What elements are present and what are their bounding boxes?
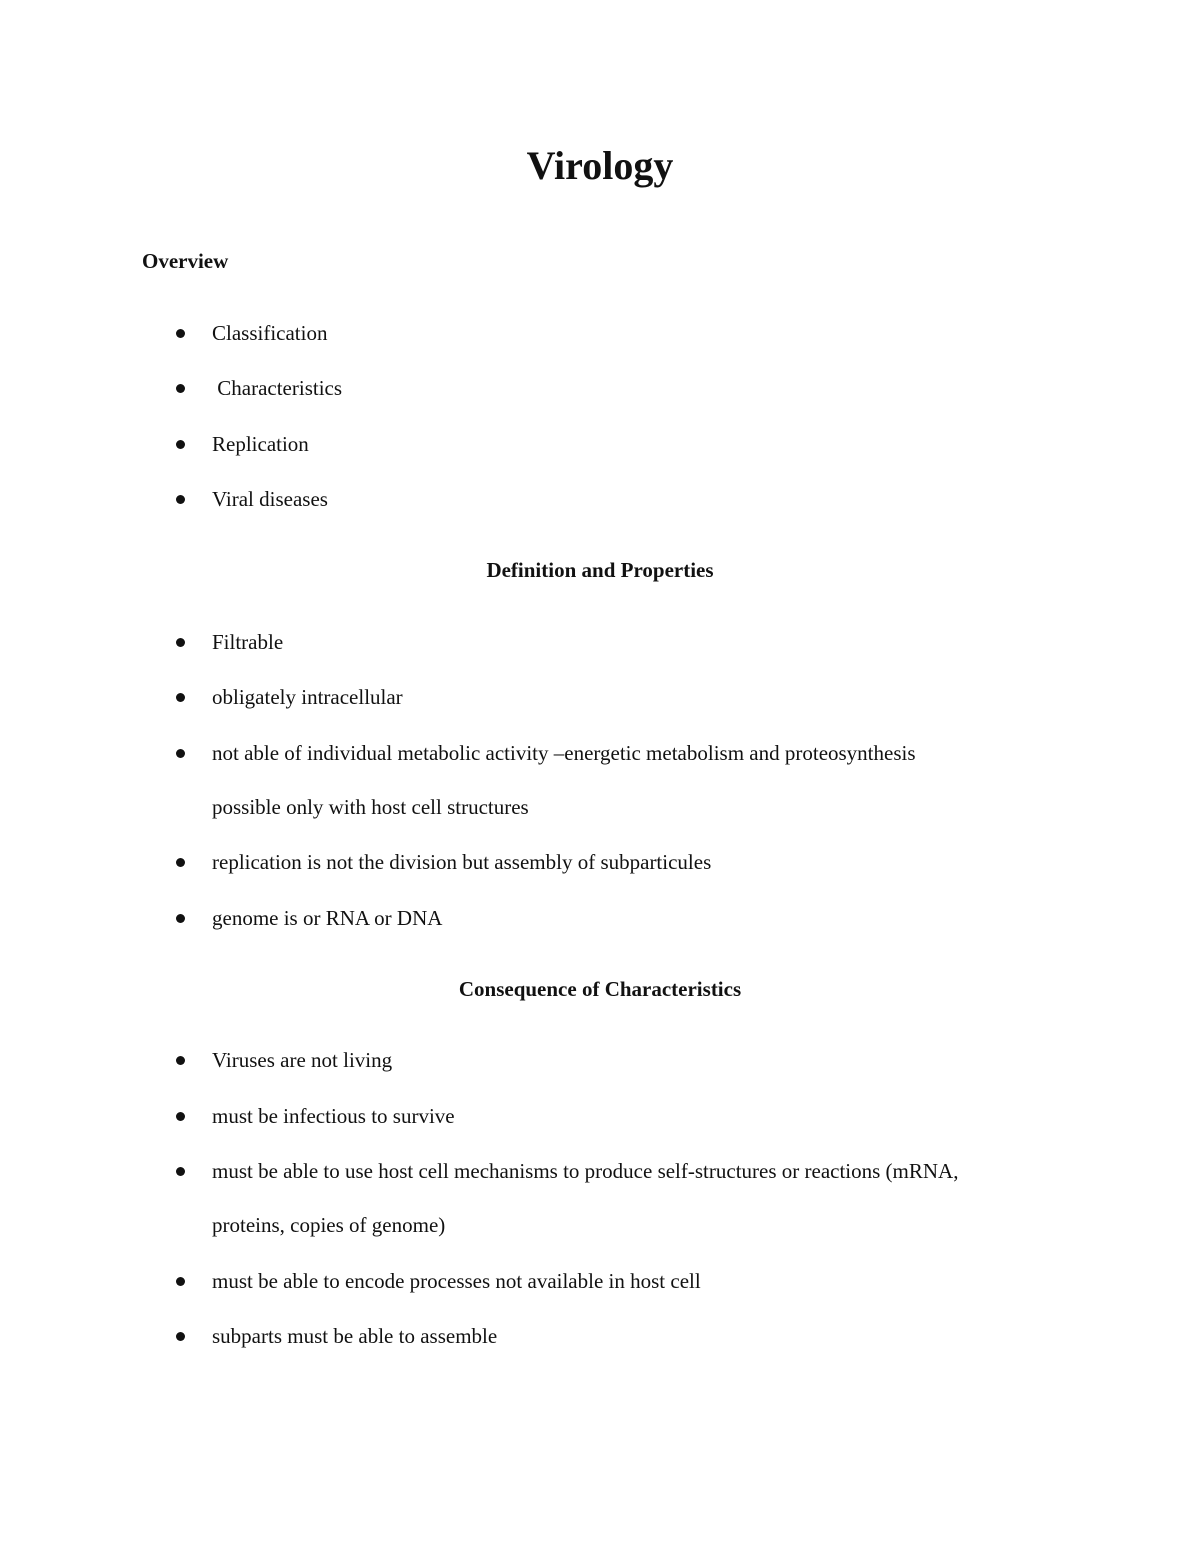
bullet-icon xyxy=(176,1332,185,1341)
list-item: genome is or RNA or DNA xyxy=(212,906,443,930)
bullet-icon xyxy=(176,1277,185,1286)
list-item-continuation: possible only with host cell structures xyxy=(212,795,529,819)
page-title: Virology xyxy=(526,143,674,188)
list-item: replication is not the division but assembly of subparticules xyxy=(212,850,712,874)
list-item: Filtrable xyxy=(212,630,284,654)
section-heading-definition: Definition and Properties xyxy=(486,558,714,582)
bullet-icon xyxy=(176,1112,185,1121)
list-item: Replication xyxy=(212,432,309,456)
list-item: must be able to use host cell mechanisms to produce self-structures or reactions (mRNA, xyxy=(212,1159,959,1183)
bullet-icon xyxy=(176,329,185,338)
bullet-icon xyxy=(176,749,185,758)
bullet-icon xyxy=(176,384,185,393)
list-item: subparts must be able to assemble xyxy=(212,1324,498,1348)
list-item: obligately intracellular xyxy=(212,685,403,709)
bullet-icon xyxy=(176,693,185,702)
list-item: Viral diseases xyxy=(212,487,328,511)
list-item: not able of individual metabolic activity –energetic metabolism and proteosynthesis xyxy=(212,741,916,765)
list-item: must be able to encode processes not available in host cell xyxy=(212,1269,701,1293)
bullet-icon xyxy=(176,858,185,867)
bullet-icon xyxy=(176,1056,185,1065)
bullet-icon xyxy=(176,1167,185,1176)
list-item-continuation: proteins, copies of genome) xyxy=(212,1213,446,1237)
list-item: Classification xyxy=(212,321,328,345)
bullet-icon xyxy=(176,638,185,647)
section-heading-consequence: Consequence of Characteristics xyxy=(458,977,742,1001)
list-item: Viruses are not living xyxy=(212,1048,393,1072)
bullet-icon xyxy=(176,440,185,449)
bullet-icon xyxy=(176,914,185,923)
section-heading-overview: Overview xyxy=(142,249,229,273)
list-item: must be infectious to survive xyxy=(212,1104,455,1128)
list-item: Characteristics xyxy=(212,376,343,400)
bullet-icon xyxy=(176,495,185,504)
